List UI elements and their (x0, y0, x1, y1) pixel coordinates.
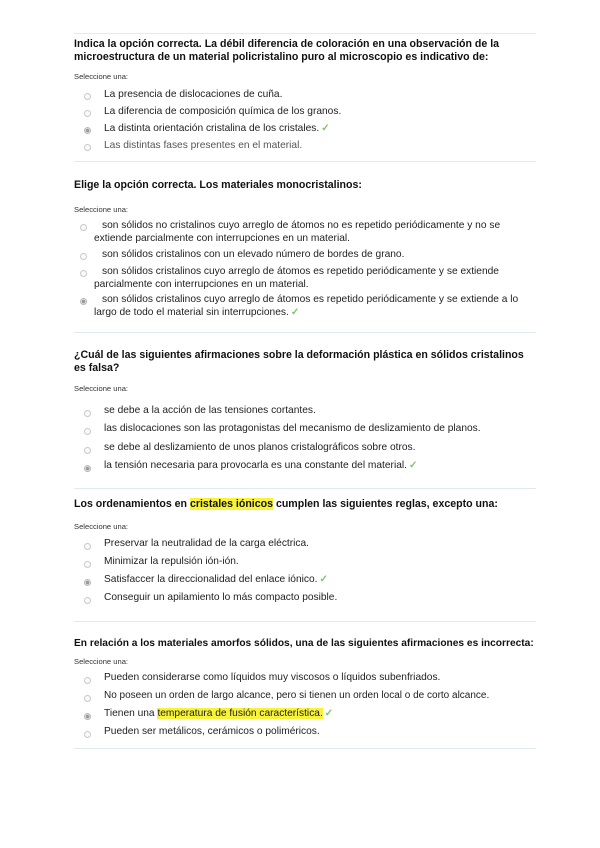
option-label: Pueden considerarse como líquidos muy viscosos o líquidos subenfriados. (104, 672, 441, 683)
option-label: son sólidos cristalinos con un elevado número de bordes de grano. (102, 249, 405, 260)
option-label: son sólidos cristalinos cuyo arreglo de átomos es repetido periódicamente y se extiende parcialmente con interrupciones en un material. (94, 266, 499, 290)
radio-button[interactable] (84, 410, 91, 417)
question-5 (74, 637, 536, 669)
question-4 (74, 498, 536, 534)
option-label: Preservar la neutralidad de la carga eléctrica. (104, 538, 309, 549)
radio-button[interactable] (84, 447, 91, 454)
highlighted-text: cristales iónicos (189, 498, 273, 510)
option-label: se debe al deslizamiento de unos planos cristalográficos sobre otros. (104, 442, 416, 453)
divider (74, 161, 536, 162)
radio-button-selected[interactable] (84, 713, 91, 720)
check-icon: ✓ (290, 307, 300, 318)
option-label: son sólidos cristalinos cuyo arreglo de átomos es repetido periódicamente y se extiende a lo largo de todo el material sin interrupciones. ✓ (94, 294, 519, 318)
highlighted-text: temperatura de fusión característica. (157, 708, 323, 719)
question-3 (74, 349, 536, 396)
radio-button-selected[interactable] (84, 579, 91, 586)
option-label: Las distintas fases presentes en el material. (104, 140, 303, 151)
select-label: Seleccione una: (74, 522, 129, 531)
radio-button[interactable] (84, 731, 91, 738)
question-text: En relación a los materiales amorfos sólidos, una de las siguientes afirmaciones es incorrecta: (74, 638, 534, 649)
question-text: Elige la opción correcta. Los materiales monocristalinos: (74, 179, 362, 191)
option-label: Satisfaccer la direccionalidad del enlace iónico. ✓ (104, 574, 328, 585)
question-1 (74, 38, 536, 84)
question-text: Indica la opción correcta. La débil diferencia de coloración en una observación de la microestructura de un material policristalino puro al microscopio es indicativo de: (74, 38, 500, 63)
radio-button[interactable] (84, 695, 91, 702)
option-label: son sólidos no cristalinos cuyo arreglo de átomos no es repetido periódicamente y no se extiende parcialmente con interrupciones en un material. (94, 220, 501, 244)
option-label: Tienen una temperatura de fusión característica. ✓ (104, 708, 334, 719)
select-label: Seleccione una: (74, 205, 129, 214)
option-label: La distinta orientación cristalina de los cristales. ✓ (104, 123, 330, 134)
divider (74, 488, 536, 489)
radio-button[interactable] (84, 677, 91, 684)
option-label: las dislocaciones son las protagonistas del mecanismo de deslizamiento de planos. (104, 423, 481, 434)
select-label: Seleccione una: (74, 384, 129, 393)
radio-button[interactable] (84, 93, 91, 100)
option-label: Conseguir un apilamiento lo más compacto posible. (104, 592, 338, 603)
divider (74, 621, 536, 622)
radio-button[interactable] (84, 144, 91, 151)
radio-button[interactable] (80, 270, 87, 277)
option-label: se debe a la acción de las tensiones cortantes. (104, 405, 316, 416)
check-icon: ✓ (408, 460, 418, 471)
radio-button-selected[interactable] (80, 298, 87, 305)
radio-button[interactable] (84, 543, 91, 550)
option-label: La presencia de dislocaciones de cuña. (104, 89, 283, 100)
option-label: No poseen un orden de largo alcance, pero si tienen un orden local o de corto alcance. (104, 690, 490, 701)
check-icon: ✓ (319, 574, 328, 585)
radio-button[interactable] (80, 224, 87, 231)
radio-button-selected[interactable] (84, 127, 91, 134)
radio-button-selected[interactable] (84, 465, 91, 472)
option-label: Pueden ser metálicos, cerámicos o poliméricos. (104, 726, 320, 737)
question-text: ¿Cuál de las siguientes afirmaciones sobre la deformación plástica en sólidos cristalinos es falsa? (74, 349, 524, 374)
radio-button[interactable] (84, 561, 91, 568)
question-2 (74, 179, 536, 217)
divider (74, 748, 536, 749)
radio-button[interactable] (84, 428, 91, 435)
check-icon: ✓ (321, 123, 330, 134)
option-label: La diferencia de composición química de los granos. (104, 106, 342, 117)
radio-button[interactable] (80, 253, 87, 260)
question-text: Los ordenamientos en cristales iónicos cumplen las siguientes reglas, excepto una: (74, 498, 498, 510)
check-icon: ✓ (324, 708, 334, 719)
select-label: Seleccione una: (74, 72, 129, 81)
select-label: Seleccione una: (74, 657, 129, 666)
divider (74, 33, 536, 34)
option-label: la tensión necesaria para provocarla es una constante del material. ✓ (104, 460, 418, 471)
radio-button[interactable] (84, 110, 91, 117)
radio-button[interactable] (84, 597, 91, 604)
option-label: Minimizar la repulsión ión-ión. (104, 556, 239, 567)
divider (74, 332, 536, 333)
